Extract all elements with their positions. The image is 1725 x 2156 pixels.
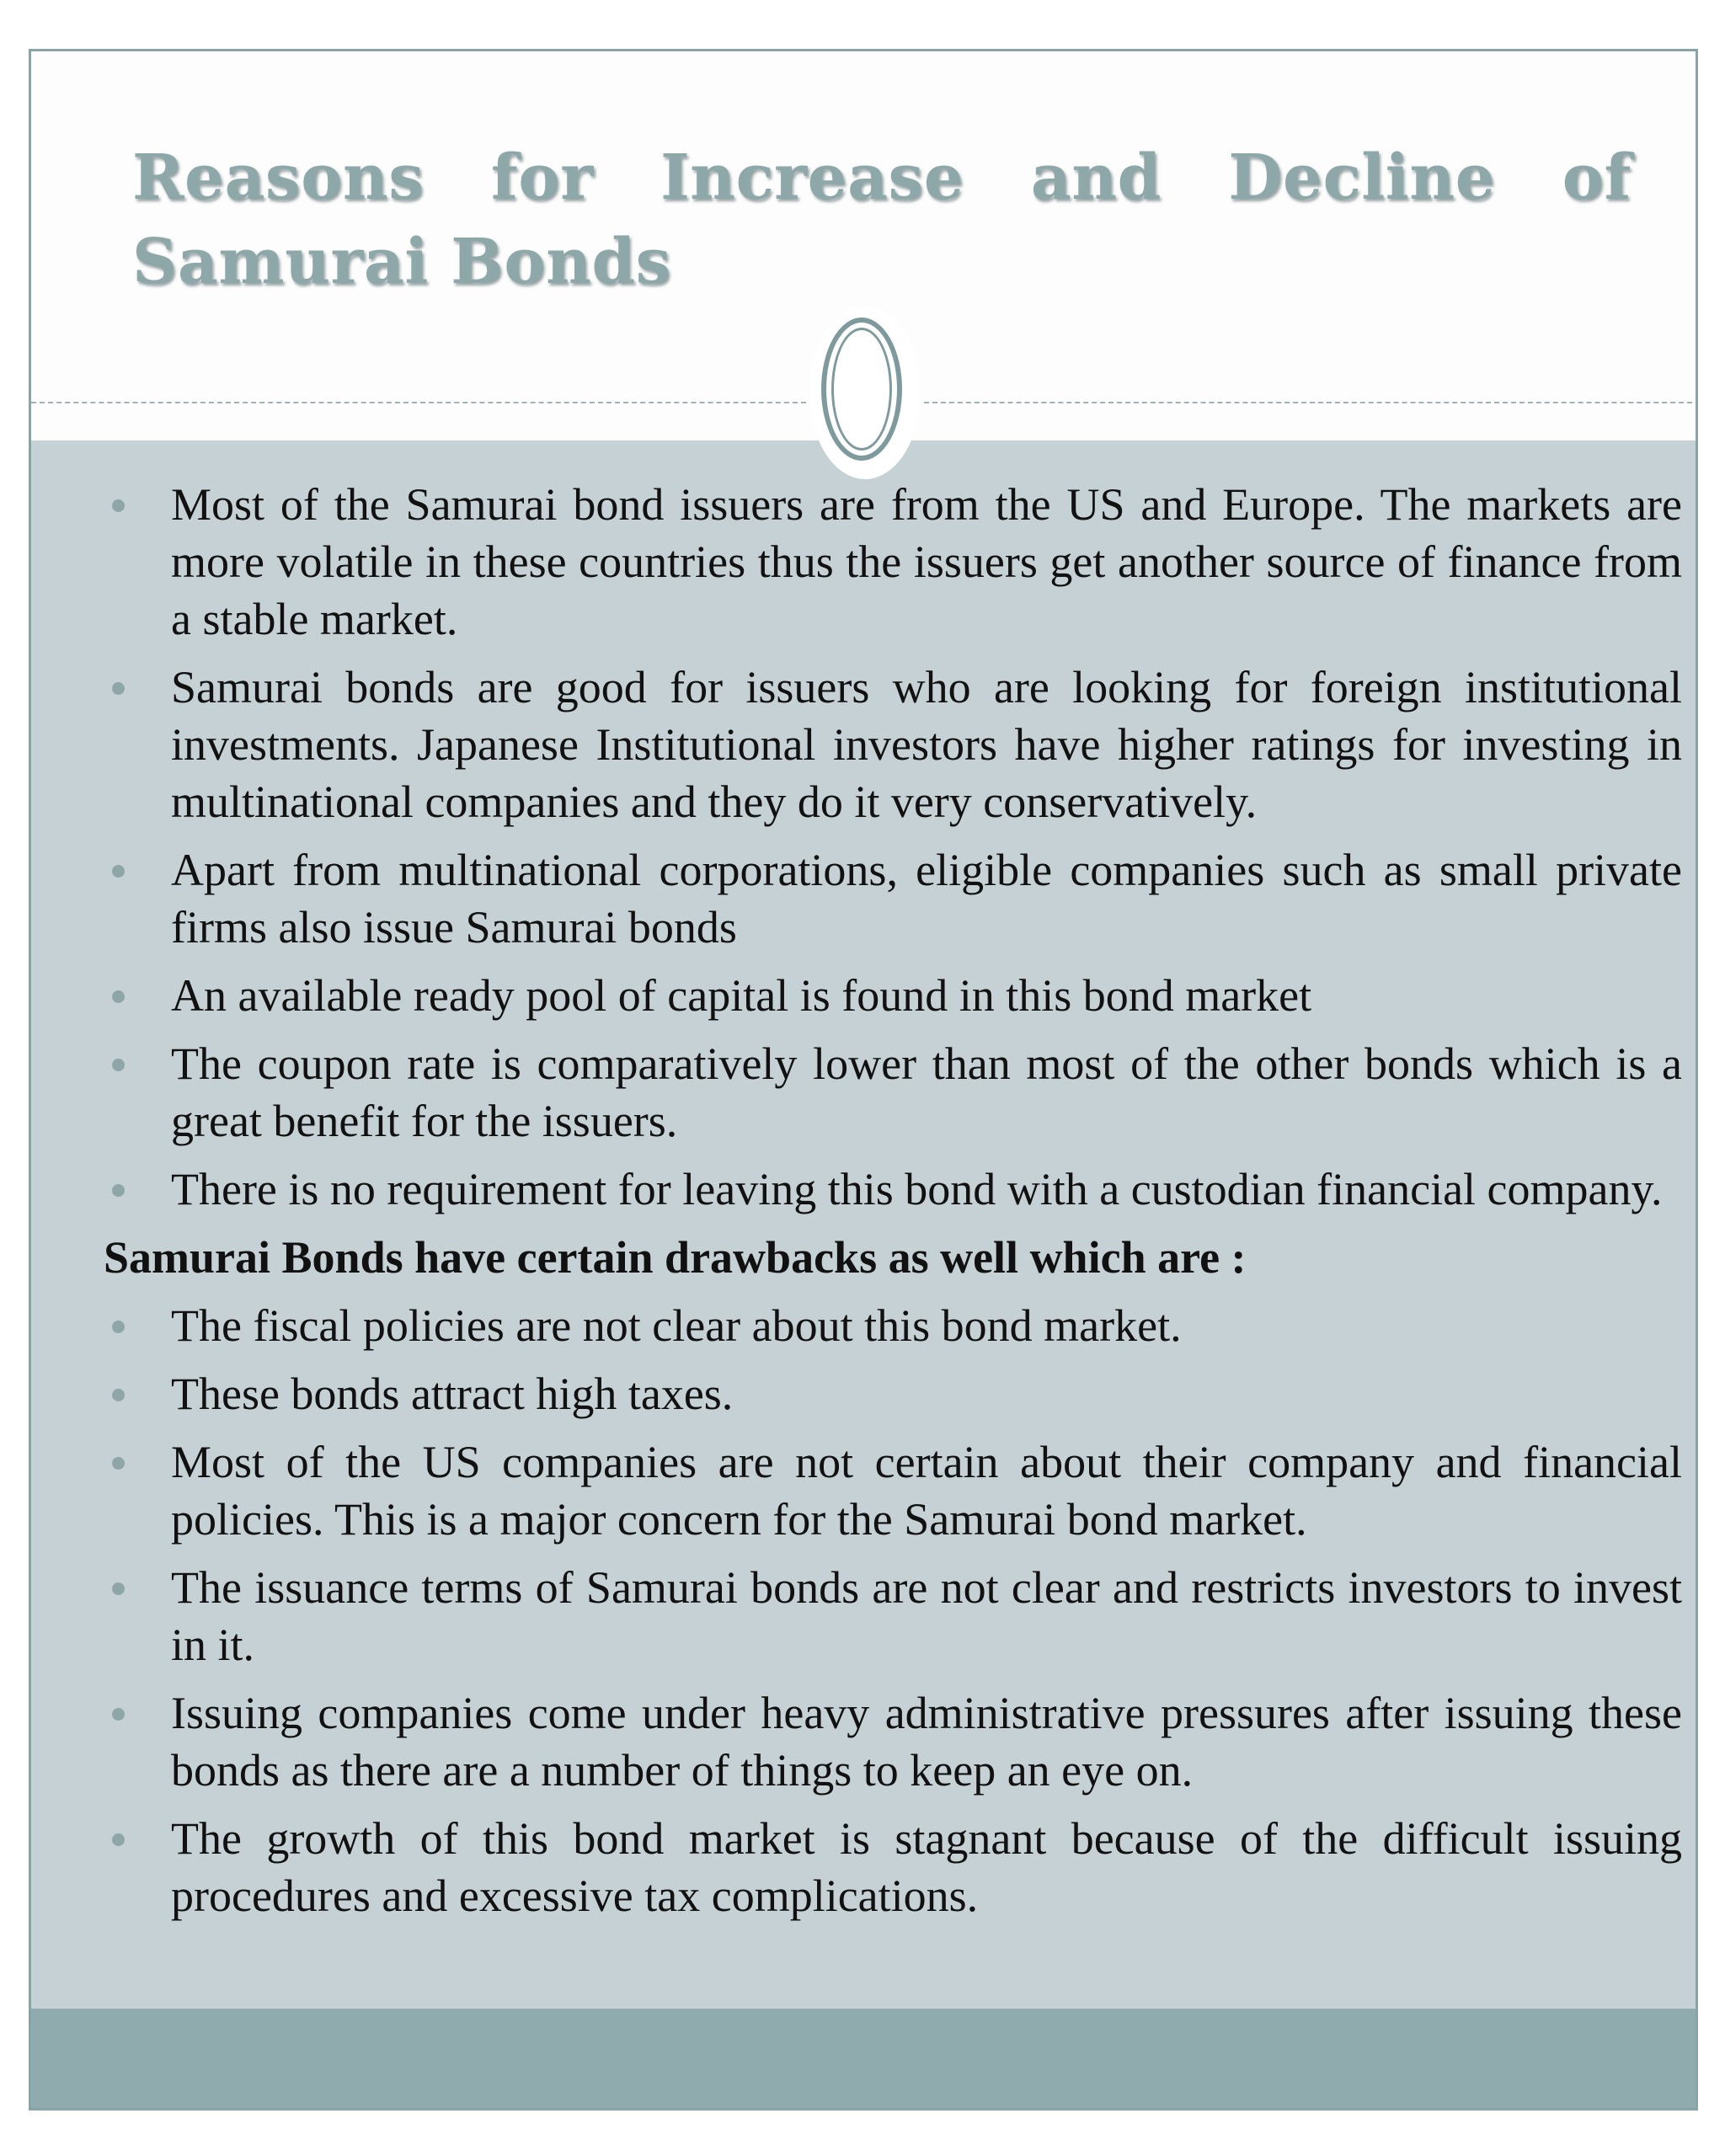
list-item — [73, 1161, 1682, 1218]
list-item — [73, 1365, 1682, 1422]
slide-content — [73, 476, 1682, 1935]
list-item — [73, 967, 1682, 1024]
header-divider-right — [924, 402, 1698, 403]
bullet-dot-icon — [112, 682, 125, 695]
bullet-dot-icon — [112, 1321, 125, 1333]
footer-bar — [31, 2009, 1696, 2111]
list-item — [73, 1810, 1682, 1924]
list-item — [73, 841, 1682, 956]
bullet-dot-icon — [112, 865, 125, 878]
bullet-dot-icon — [112, 1389, 125, 1401]
list-item-text: The fiscal policies are not clear about this bond market. — [171, 1300, 1182, 1351]
list-item-text: The growth of this bond market is stagnant because of the difficult issuing procedures and excessive tax complications. — [171, 1813, 1682, 1921]
drawbacks-list — [73, 1297, 1682, 1924]
list-item — [73, 1559, 1682, 1673]
list-item-text: The issuance terms of Samurai bonds are not clear and restricts investors to invest in it. — [171, 1562, 1682, 1670]
list-item-text: Samurai bonds are good for issuers who are looking for foreign institutional investments. Japanese Institutional investors have higher ratings for investing in multinational companies and they do it very conservatively. — [171, 662, 1682, 827]
list-item — [73, 659, 1682, 830]
bullet-dot-icon — [112, 1457, 125, 1470]
list-item — [73, 476, 1682, 648]
list-item-text: Issuing companies come under heavy administrative pressures after issuing these bonds as there are a number of things to keep an eye on. — [171, 1688, 1682, 1796]
bullet-dot-icon — [112, 1708, 125, 1721]
list-item — [73, 1433, 1682, 1548]
bullet-dot-icon — [112, 1582, 125, 1595]
list-item — [73, 1035, 1682, 1150]
list-item-text: The coupon rate is comparatively lower than most of the other bonds which is a great benefit for the issuers. — [171, 1038, 1682, 1146]
bullet-dot-icon — [112, 1833, 125, 1846]
oval-ornament-ring — [821, 318, 902, 461]
bullet-dot-icon — [112, 1059, 125, 1071]
list-item — [73, 1297, 1682, 1354]
oval-ornament-inner-ring — [831, 328, 892, 451]
drawbacks-heading: Samurai Bonds have certain drawbacks as well which are : — [104, 1232, 1247, 1283]
list-item-text: Most of the US companies are not certain about their company and financial policies. This is a major concern for the Samurai bond market. — [171, 1437, 1682, 1545]
header-divider-left — [31, 402, 806, 403]
bullet-dot-icon — [112, 1184, 125, 1197]
list-item — [73, 1684, 1682, 1799]
list-item-text: Apart from multinational corporations, eligible companies such as small private firms also issue Samurai bonds — [171, 845, 1682, 953]
bullet-dot-icon — [112, 499, 125, 512]
list-item-text: There is no requirement for leaving this bond with a custodian financial company. — [171, 1164, 1663, 1214]
reasons-list — [73, 476, 1682, 1218]
list-item-text: An available ready pool of capital is found in this bond market — [171, 970, 1312, 1021]
bullet-dot-icon — [112, 990, 125, 1003]
list-item-text: These bonds attract high taxes. — [171, 1369, 734, 1419]
slide-title: Reasons for Increase and Decline of Samurai Bonds — [132, 141, 1632, 298]
slide — [29, 49, 1698, 2111]
list-item-text: Most of the Samurai bond issuers are from the US and Europe. The markets are more volatile in these countries thus the issuers get another source of finance from a stable market. — [171, 479, 1682, 644]
oval-ornament-icon — [809, 306, 921, 479]
